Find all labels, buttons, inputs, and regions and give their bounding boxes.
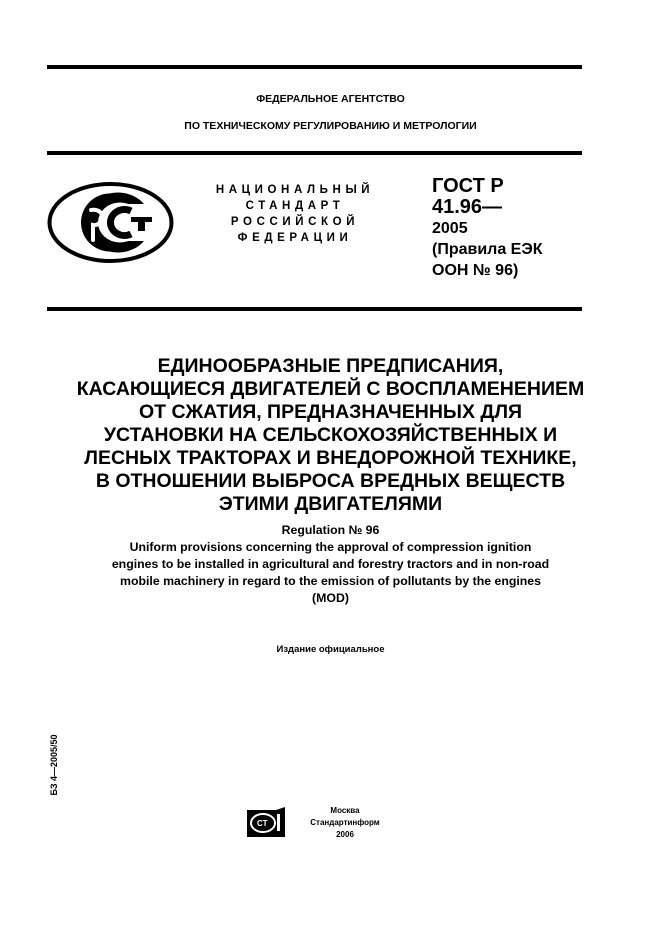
official-edition-label: Издание официальное <box>276 644 385 655</box>
agency-line-2: ПО ТЕХНИЧЕСКОМУ РЕГУЛИРОВАНИЮ И МЕТРОЛОГИИ <box>184 120 477 132</box>
document-title-ru <box>0 355 661 516</box>
designation-line: 2005 <box>432 220 468 237</box>
svg-text:СТ: СТ <box>257 819 268 828</box>
header-bottom-rule <box>47 151 582 155</box>
national-standard-label <box>200 182 390 246</box>
national-label-line: СТАНДАРТ <box>245 200 345 212</box>
standard-block-bottom-rule <box>47 307 582 311</box>
title-en-line: engines to be installed in agricultural and forestry tractors and in non-road <box>111 557 550 571</box>
title-line: ЕДИНООБРАЗНЫЕ ПРЕДПИСАНИЯ, <box>157 355 504 377</box>
national-label-line: ФЕДЕРАЦИИ <box>237 232 353 244</box>
publisher-year: 2006 <box>336 830 354 839</box>
national-label-line: РОССИЙСКОЙ <box>230 216 360 228</box>
side-code: БЗ 4—2005/50 <box>49 734 59 796</box>
agency-line-1: ФЕДЕРАЛЬНОЕ АГЕНТСТВО <box>256 93 405 105</box>
regulation-number: Regulation № 96 <box>281 523 380 537</box>
publisher-name: Стандартинформ <box>310 818 380 827</box>
title-line: КАСАЮЩИЕСЯ ДВИГАТЕЛЕЙ С ВОСПЛАМЕНЕНИЕМ <box>76 378 585 400</box>
title-line: ОТ СЖАТИЯ, ПРЕДНАЗНАЧЕННЫХ ДЛЯ <box>138 401 523 423</box>
title-line: ЭТИМИ ДВИГАТЕЛЯМИ <box>218 493 443 515</box>
document-title-en <box>0 522 661 607</box>
publisher-info <box>290 805 400 841</box>
designation-line: (Правила ЕЭК <box>432 241 543 258</box>
title-line: В ОТНОШЕНИИ ВЫБРОСА ВРЕДНЫХ ВЕЩЕСТВ <box>95 470 566 492</box>
designation-line: ГОСТ Р <box>432 175 504 197</box>
title-line: ЛЕСНЫХ ТРАКТОРАХ И ВНЕДОРОЖНОЙ ТЕХНИКЕ, <box>84 447 577 469</box>
top-rule <box>47 65 582 69</box>
publisher-city: Москва <box>330 806 360 815</box>
standard-designation <box>432 176 543 281</box>
title-en-line: mobile machinery in regard to the emission of pollutants by the engines <box>120 574 541 588</box>
title-en-line: (MOD) <box>312 591 349 605</box>
designation-line: ООН № 96) <box>432 262 519 279</box>
designation-line: 41.96— <box>432 196 503 218</box>
gost-r-logo-icon <box>47 182 174 263</box>
title-line: УСТАНОВКИ НА СЕЛЬСКОХОЗЯЙСТВЕННЫХ И <box>103 424 558 446</box>
title-en-line: Uniform provisions concerning the approval of compression ignition <box>129 540 532 554</box>
standartinform-logo-icon <box>246 806 286 838</box>
national-label-line: НАЦИОНАЛЬНЫЙ <box>215 184 375 196</box>
